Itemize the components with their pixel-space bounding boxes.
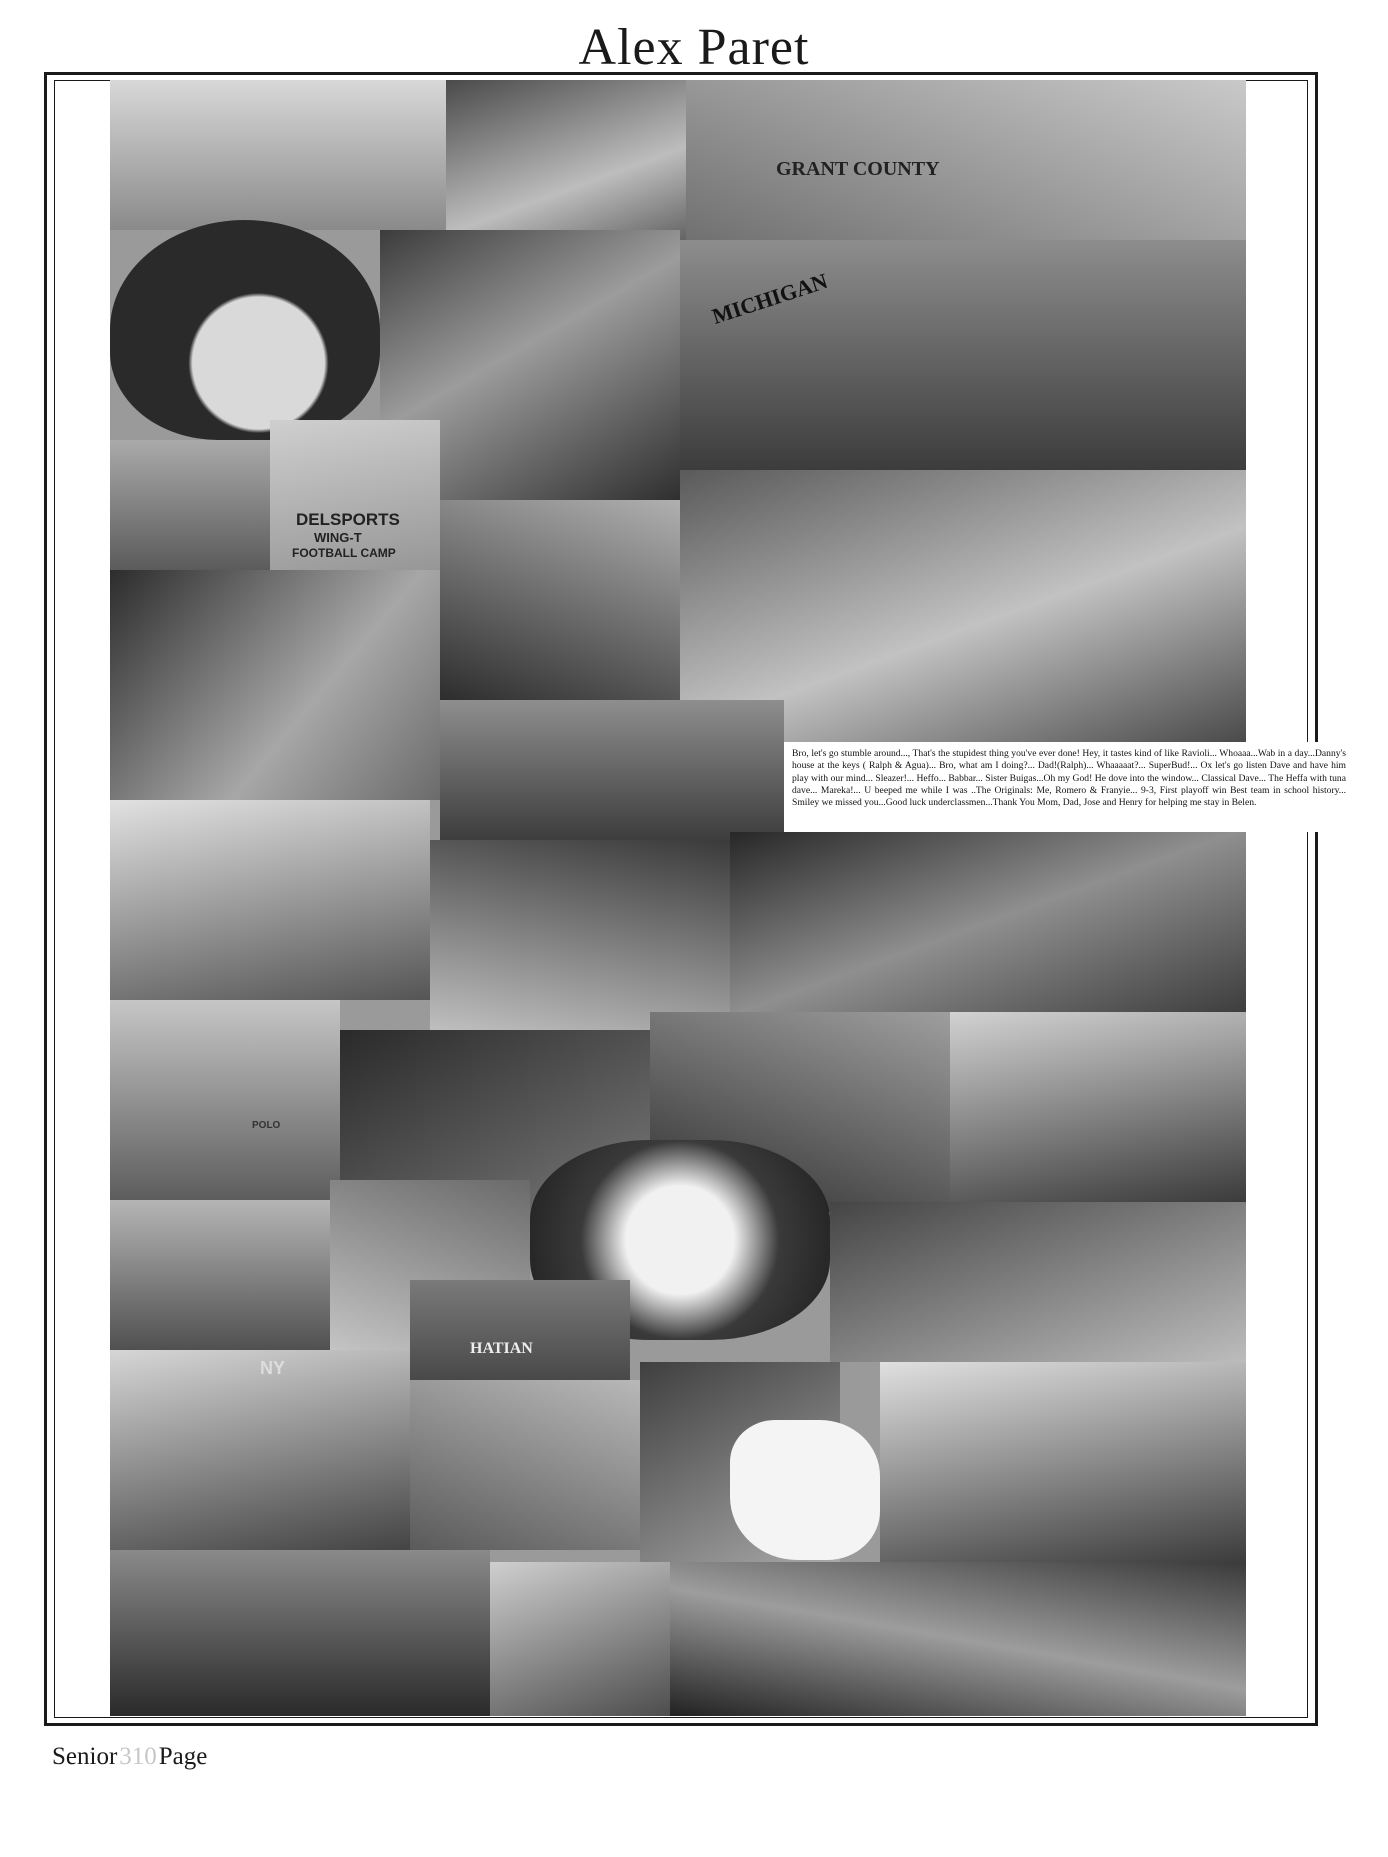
collage-photo <box>730 1420 880 1560</box>
collage-photo <box>670 1562 1246 1716</box>
shirt-text-wing-t: WING-T <box>314 530 362 545</box>
shirt-text-polo: POLO <box>252 1120 281 1131</box>
collage-photo <box>440 700 784 840</box>
collage-photo <box>110 440 270 570</box>
page-title: Alex Paret <box>578 19 810 76</box>
collage-photo <box>110 800 430 1000</box>
collage-photo <box>446 80 686 250</box>
shirt-text-hatian: HATIAN <box>470 1340 533 1357</box>
collage-photo <box>680 240 1246 470</box>
footer-label-page: Page <box>158 1743 208 1770</box>
collage-photo <box>880 1362 1246 1562</box>
collage-photo <box>440 500 680 700</box>
collage-photo <box>490 1562 670 1716</box>
collage-photo <box>830 1202 1246 1362</box>
collage-photo <box>110 80 446 230</box>
collage-photo <box>110 1200 330 1350</box>
cap-text-ny: NY <box>260 1358 286 1378</box>
page-number: 310 <box>119 1743 157 1770</box>
shirt-text-football-camp: FOOTBALL CAMP <box>292 546 396 560</box>
collage-photo <box>110 1550 490 1716</box>
collage-photo <box>430 840 730 1030</box>
collage-photo <box>110 1350 410 1550</box>
page-footer <box>52 1742 207 1772</box>
collage-photo <box>686 80 1246 250</box>
senior-quote-caption: Bro, let's go stumble around..., That's the stupidest thing you've ever done! Hey, it tastes kind of like Ravioli... Whoaaa...Wab in a day...Danny's house at the keys ( Ralph & Agua)... Bro, what am I doing?... Dad!(Ralph)... Whaaaaat?... SuperBud!... Ox let's go listen Dave and have him play with our mind... Sleazer!... Heffo... Babbar... Sister Buigas...Oh my God! He dove into the window... Classical Dave... The Heffa with tuna dave... Mareka!... U beeped me while I was ..The Originals: Me, Romero & Franyie... 9-3, First playoff win Best team in school history... Smiley we missed you...Good luck underclassmen...Thank You Mom, Dad, Jose and Henry for helping me stay in Belen. <box>784 742 1354 832</box>
footer-label-senior: Senior <box>52 1743 118 1770</box>
shirt-text-michigan: MICHIGAN <box>708 268 831 329</box>
collage-photo <box>110 570 440 800</box>
collage-photo <box>410 1380 640 1550</box>
collage-photo <box>950 1012 1246 1202</box>
shirt-text-grant-county: GRANT COUNTY <box>776 158 940 180</box>
photo-collage <box>110 80 1346 1716</box>
collage-photo <box>110 1000 340 1200</box>
collage-photo <box>730 832 1246 1012</box>
collage-photo <box>110 220 380 440</box>
shirt-text-delsports: DELSPORTS <box>296 510 400 529</box>
